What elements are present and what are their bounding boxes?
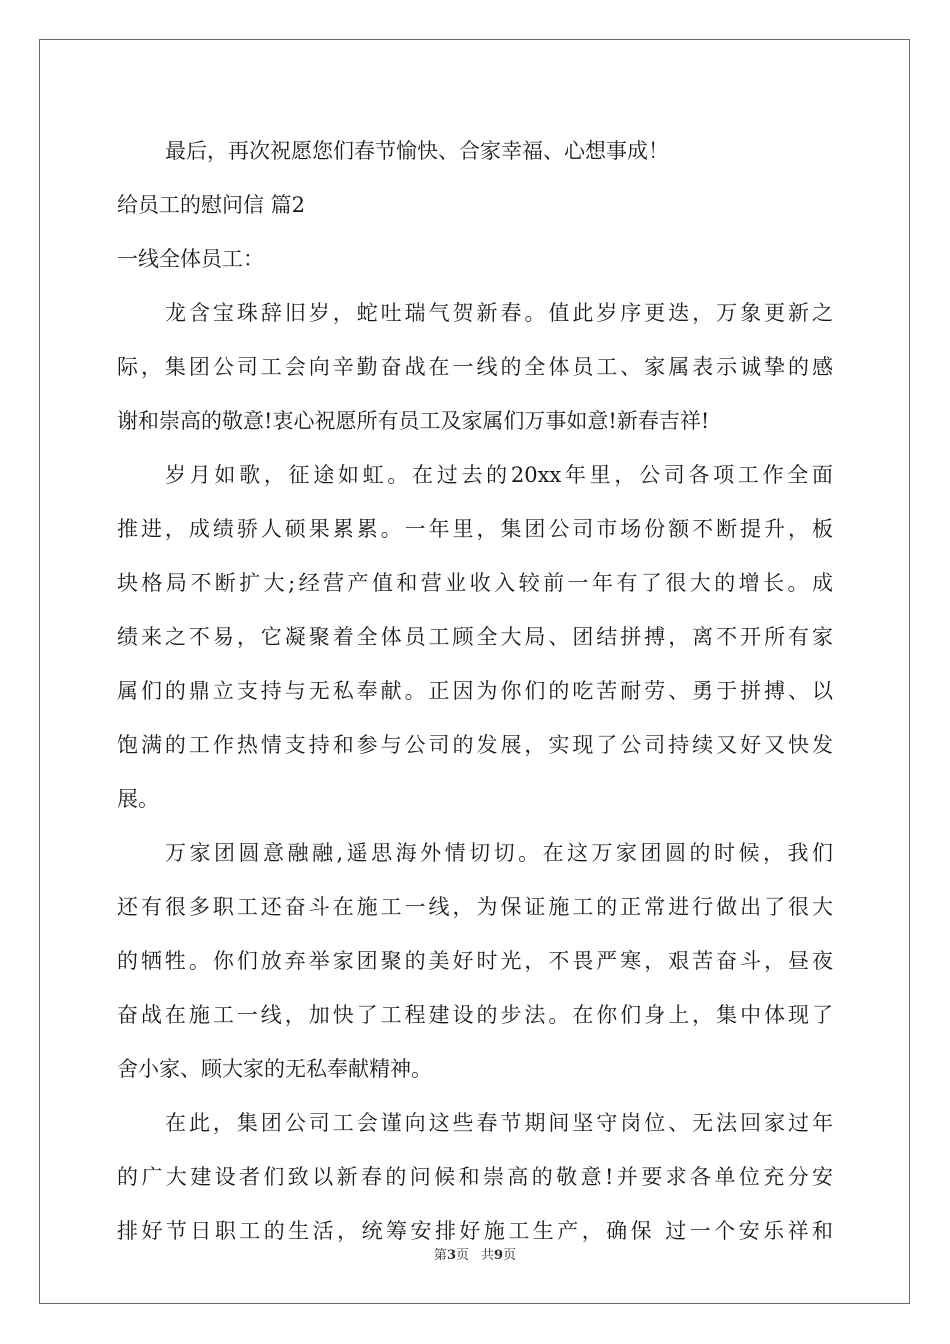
page-prefix: 第 [433, 1248, 447, 1263]
paragraph-line: 奋战在施工一线，加快了工程建设的步法。在你们身上，集中体现了 [117, 1003, 833, 1027]
paragraph-line: 排好节日职工的生活，统筹安排好施工生产，确保 过一个安乐祥和 [117, 1219, 833, 1243]
section-heading: 给员工的慰问信 篇2 [117, 193, 306, 217]
paragraph-line: 展。 [117, 787, 159, 811]
page-suffix: 页 [455, 1248, 469, 1263]
paragraph-line: 还有很多职工还奋斗在施工一线，为保证施工的正常进行做出了很大 [117, 895, 833, 919]
paragraph-line: 岁月如歌，征途如虹。在过去的20xx年里，公司各项工作全面 [165, 463, 833, 487]
paragraph-line: 的广大建设者们致以新春的问候和崇高的敬意!并要求各单位充分安 [117, 1165, 833, 1189]
paragraph-line: 谢和崇高的敬意!衷心祝愿所有员工及家属们万事如意!新春吉祥! [117, 409, 710, 433]
paragraph-line: 属们的鼎立支持与无私奉献。正因为你们的吃苦耐劳、勇于拼搏、以 [117, 679, 833, 703]
paragraph-line: 万家团圆意融融,遥思海外情切切。在这万家团圆的时候，我们 [165, 841, 833, 865]
total-prefix: 共 [481, 1248, 495, 1263]
paragraph-line: 推进，成绩骄人硕果累累。一年里，集团公司市场份额不断提升，板 [117, 517, 833, 541]
paragraph-line: 舍小家、顾大家的无私奉献精神。 [117, 1057, 432, 1081]
salutation: 一线全体员工： [117, 247, 264, 271]
page-footer [0, 1244, 950, 1263]
closing-wish-line: 最后，再次祝愿您们春节愉快、合家幸福、心想事成！ [165, 139, 669, 163]
document-body [117, 128, 833, 1262]
paragraph-line: 块格局不断扩大;经营产值和营业收入较前一年有了很大的增长。成 [117, 571, 833, 595]
paragraph-line: 龙含宝珠辞旧岁，蛇吐瑞气贺新春。值此岁序更迭，万象更新之 [165, 301, 833, 325]
paragraph-line: 在此，集团公司工会谨向这些春节期间坚守岗位、无法回家过年 [165, 1111, 833, 1135]
paragraph-line: 际，集团公司工会向辛勤奋战在一线的全体员工、家属表示诚挚的感 [117, 355, 833, 379]
current-page-number: 3 [446, 1248, 456, 1263]
total-suffix: 页 [503, 1248, 517, 1263]
paragraph-line: 的牺牲。你们放弃举家团聚的美好时光，不畏严寒，艰苦奋斗，昼夜 [117, 949, 833, 973]
paragraph-line: 饱满的工作热情支持和参与公司的发展，实现了公司持续又好又快发 [117, 733, 833, 757]
paragraph-line: 绩来之不易，它凝聚着全体员工顾全大局、团结拼搏，离不开所有家 [117, 625, 833, 649]
total-page-number: 9 [494, 1248, 504, 1263]
